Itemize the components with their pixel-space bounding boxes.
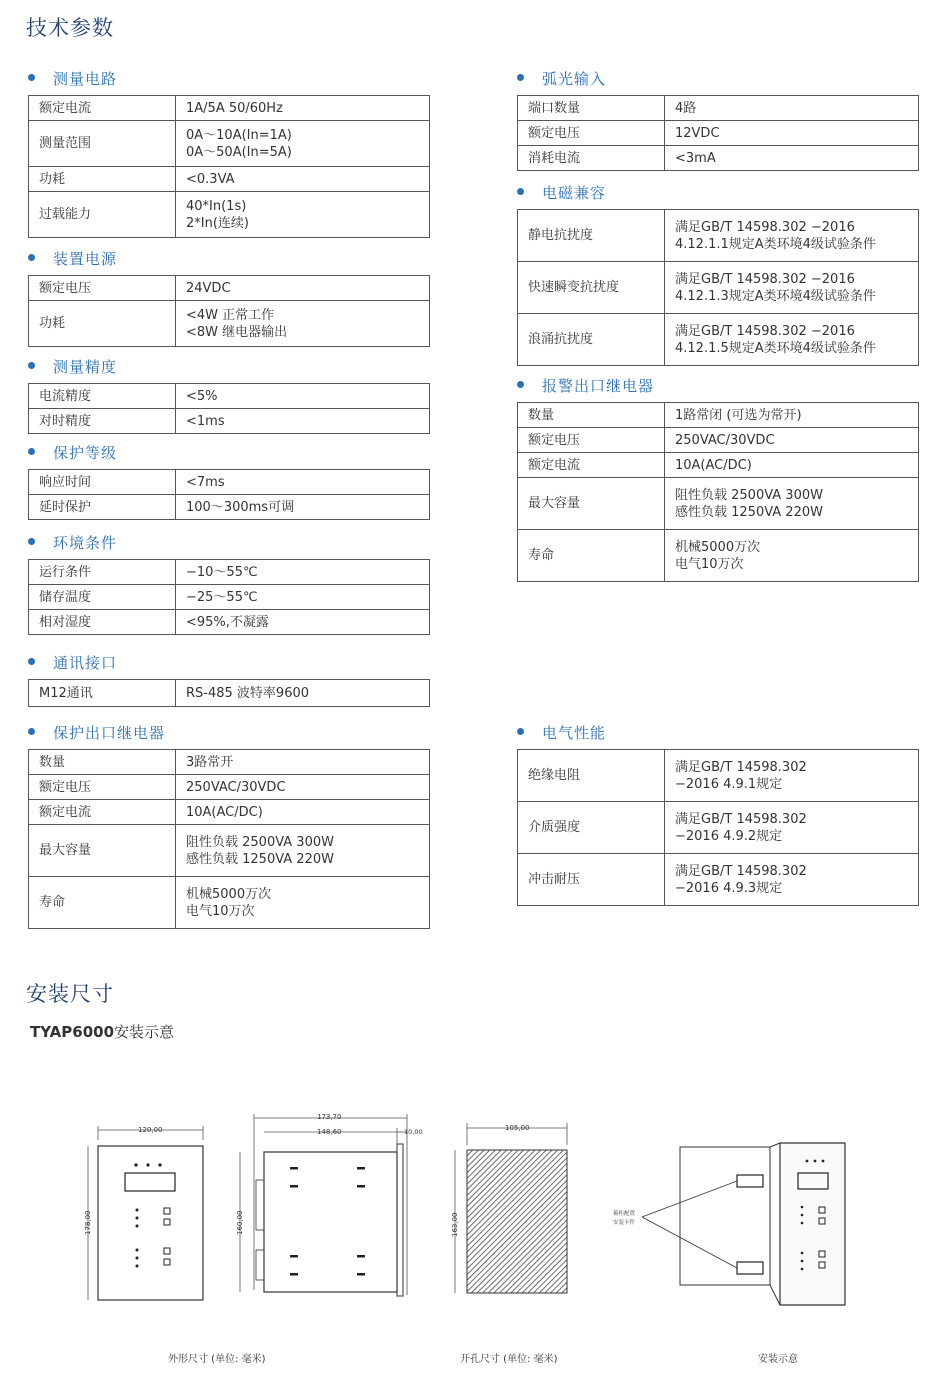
- spec-table: [28, 749, 430, 929]
- section-heading-text: 保护出口继电器: [53, 724, 166, 742]
- param-name: 消耗电流: [518, 146, 665, 171]
- table-row: [29, 560, 430, 585]
- section-heading: [28, 248, 117, 269]
- front-width-label: 120,00: [138, 1126, 163, 1134]
- table-row: [518, 96, 919, 121]
- side-dimension-drawing: [232, 1110, 432, 1305]
- bullet-icon: [28, 362, 35, 369]
- table-row: [29, 825, 430, 877]
- param-value: 250VAC/30VDC: [176, 775, 430, 800]
- table-row: [518, 428, 919, 453]
- table-row: [29, 384, 430, 409]
- bullet-icon: [517, 381, 524, 388]
- side-total-label: 173,70: [317, 1113, 342, 1121]
- table-row: [518, 453, 919, 478]
- param-value: <1ms: [176, 409, 430, 434]
- table-row: [518, 262, 919, 314]
- param-name: 额定电流: [29, 800, 176, 825]
- param-value: 阻性负载 2500VA 300W 感性负载 1250VA 220W: [665, 478, 919, 530]
- table-row: [518, 314, 919, 366]
- table-row: [518, 750, 919, 802]
- param-name: 储存温度: [29, 585, 176, 610]
- param-value: 10A(AC/DC): [665, 453, 919, 478]
- bullet-icon: [28, 254, 35, 261]
- param-value: 0A～10A(In=1A) 0A～50A(In=5A): [176, 121, 430, 167]
- param-name: 端口数量: [518, 96, 665, 121]
- table-row: [518, 530, 919, 582]
- param-value: <0.3VA: [176, 167, 430, 192]
- param-name: 额定电压: [29, 276, 176, 301]
- param-value: 满足GB/T 14598.302 −2016 4.12.1.5规定A类环境4级试验条件: [665, 314, 919, 366]
- model-suffix: 安装示意: [114, 1023, 175, 1041]
- table-row: [29, 750, 430, 775]
- cut-width-label: 105,00: [505, 1124, 530, 1132]
- param-name: 静电抗扰度: [518, 210, 665, 262]
- side-height-label: 160,00: [236, 1210, 244, 1235]
- table-row: [518, 478, 919, 530]
- section-heading: [28, 652, 117, 673]
- param-value: 12VDC: [665, 121, 919, 146]
- param-name: 最大容量: [29, 825, 176, 877]
- section-heading: [517, 68, 606, 89]
- front-height-label: 178,00: [84, 1210, 92, 1235]
- section-heading: [517, 182, 606, 203]
- param-value: <7ms: [176, 470, 430, 495]
- callout-line-2: 安装卡件: [613, 1220, 636, 1226]
- table-row: [29, 610, 430, 635]
- param-value: <3mA: [665, 146, 919, 171]
- table-row: [29, 775, 430, 800]
- bullet-icon: [517, 728, 524, 735]
- param-value: 10A(AC/DC): [176, 800, 430, 825]
- bullet-icon: [517, 188, 524, 195]
- param-value: 满足GB/T 14598.302 −2016 4.12.1.3规定A类环境4级试验条件: [665, 262, 919, 314]
- section-heading-text: 测量电路: [53, 70, 118, 88]
- install-subtitle: [30, 1021, 174, 1042]
- cutout-dimension-drawing: [445, 1115, 575, 1305]
- side-flange-label: 10,00: [404, 1128, 423, 1136]
- section-heading-text: 测量精度: [53, 358, 118, 376]
- spec-table: [28, 469, 430, 520]
- spec-table: [28, 95, 430, 238]
- spec-table: [517, 95, 919, 171]
- section-heading: [28, 532, 117, 553]
- section-heading-text: 电磁兼容: [542, 184, 607, 202]
- section-heading: [28, 68, 117, 89]
- param-value: 满足GB/T 14598.302 −2016 4.9.3规定: [665, 854, 919, 906]
- param-name: 额定电流: [518, 453, 665, 478]
- param-name: 响应时间: [29, 470, 176, 495]
- param-name: 浪涌抗扰度: [518, 314, 665, 366]
- section-heading-text: 装置电源: [53, 250, 118, 268]
- bullet-icon: [28, 728, 35, 735]
- spec-table: [28, 679, 430, 707]
- param-value: RS-485 波特率9600: [176, 680, 430, 707]
- param-value: −10～55℃: [176, 560, 430, 585]
- spec-table: [28, 275, 430, 347]
- param-value: 24VDC: [176, 276, 430, 301]
- param-name: 冲击耐压: [518, 854, 665, 906]
- bullet-icon: [28, 448, 35, 455]
- cut-height-label: 163,00: [451, 1212, 459, 1237]
- table-row: [29, 470, 430, 495]
- param-value: 3路常开: [176, 750, 430, 775]
- table-row: [29, 409, 430, 434]
- param-value: 1A/5A 50/60Hz: [176, 96, 430, 121]
- spec-table: [28, 559, 430, 635]
- table-row: [518, 121, 919, 146]
- table-row: [29, 96, 430, 121]
- param-name: 功耗: [29, 301, 176, 347]
- param-value: 满足GB/T 14598.302 −2016 4.9.2规定: [665, 802, 919, 854]
- param-name: 额定电流: [29, 96, 176, 121]
- param-name: M12通讯: [29, 680, 176, 707]
- table-row: [29, 680, 430, 707]
- section-heading-text: 通讯接口: [53, 654, 118, 672]
- section-heading-text: 弧光输入: [542, 70, 607, 88]
- table-row: [29, 167, 430, 192]
- table-row: [518, 802, 919, 854]
- param-name: 运行条件: [29, 560, 176, 585]
- param-value: 1路常闭 (可选为常开): [665, 403, 919, 428]
- table-row: [29, 877, 430, 929]
- param-name: 寿命: [518, 530, 665, 582]
- param-value: 4路: [665, 96, 919, 121]
- param-name: 绝缘电阻: [518, 750, 665, 802]
- param-name: 快速瞬变抗扰度: [518, 262, 665, 314]
- bullet-icon: [28, 74, 35, 81]
- section-heading-text: 电气性能: [542, 724, 607, 742]
- param-name: 数量: [518, 403, 665, 428]
- param-value: <5%: [176, 384, 430, 409]
- param-name: 最大容量: [518, 478, 665, 530]
- bullet-icon: [28, 658, 35, 665]
- table-row: [518, 210, 919, 262]
- page-title: 技术参数: [26, 16, 114, 40]
- section-heading-text: 保护等级: [53, 444, 118, 462]
- bullet-icon: [28, 538, 35, 545]
- front-dimension-drawing: [78, 1120, 218, 1305]
- param-name: 相对湿度: [29, 610, 176, 635]
- param-name: 功耗: [29, 167, 176, 192]
- param-value: 满足GB/T 14598.302 −2016 4.9.1规定: [665, 750, 919, 802]
- param-value: 阻性负载 2500VA 300W 感性负载 1250VA 220W: [176, 825, 430, 877]
- table-row: [29, 192, 430, 238]
- side-body-label: 148,60: [317, 1128, 342, 1136]
- spec-table: [28, 383, 430, 434]
- install-title: 安装尺寸: [26, 982, 114, 1006]
- param-value: 满足GB/T 14598.302 −2016 4.12.1.1规定A类环境4级试验条件: [665, 210, 919, 262]
- param-name: 数量: [29, 750, 176, 775]
- param-value: 机械5000万次 电气10万次: [665, 530, 919, 582]
- caption-installation: 安装示意: [758, 1354, 798, 1365]
- table-row: [29, 301, 430, 347]
- param-value: 250VAC/30VDC: [665, 428, 919, 453]
- param-name: 延时保护: [29, 495, 176, 520]
- param-value: −25～55℃: [176, 585, 430, 610]
- spec-table: [517, 402, 919, 582]
- table-row: [29, 800, 430, 825]
- section-heading: [517, 375, 654, 396]
- section-heading: [28, 356, 117, 377]
- spec-table: [517, 749, 919, 906]
- param-name: 对时精度: [29, 409, 176, 434]
- param-name: 寿命: [29, 877, 176, 929]
- table-row: [518, 854, 919, 906]
- table-row: [29, 495, 430, 520]
- caption-outline: 外形尺寸 (单位: 毫米): [168, 1354, 266, 1365]
- param-name: 过载能力: [29, 192, 176, 238]
- table-row: [518, 403, 919, 428]
- section-heading: [517, 722, 606, 743]
- bullet-icon: [517, 74, 524, 81]
- section-heading-text: 报警出口继电器: [542, 377, 655, 395]
- param-value: <4W 正常工作 <8W 继电器输出: [176, 301, 430, 347]
- param-name: 额定电压: [518, 428, 665, 453]
- param-name: 额定电压: [518, 121, 665, 146]
- param-name: 介质强度: [518, 802, 665, 854]
- param-name: 额定电压: [29, 775, 176, 800]
- param-value: <95%,不凝露: [176, 610, 430, 635]
- param-value: 100～300ms可调: [176, 495, 430, 520]
- model-name: TYAP6000: [30, 1023, 115, 1041]
- table-row: [29, 585, 430, 610]
- installation-drawing: [610, 1135, 860, 1325]
- callout-line-1: 箱柜配置: [613, 1211, 636, 1217]
- caption-cutout: 开孔尺寸 (单位: 毫米): [460, 1354, 558, 1365]
- param-value: 40*In(1s) 2*In(连续): [176, 192, 430, 238]
- section-heading: [28, 722, 165, 743]
- param-name: 测量范围: [29, 121, 176, 167]
- section-heading: [28, 442, 117, 463]
- table-row: [29, 121, 430, 167]
- param-name: 电流精度: [29, 384, 176, 409]
- table-row: [29, 276, 430, 301]
- table-row: [518, 146, 919, 171]
- spec-table: [517, 209, 919, 366]
- param-value: 机械5000万次 电气10万次: [176, 877, 430, 929]
- section-heading-text: 环境条件: [53, 534, 118, 552]
